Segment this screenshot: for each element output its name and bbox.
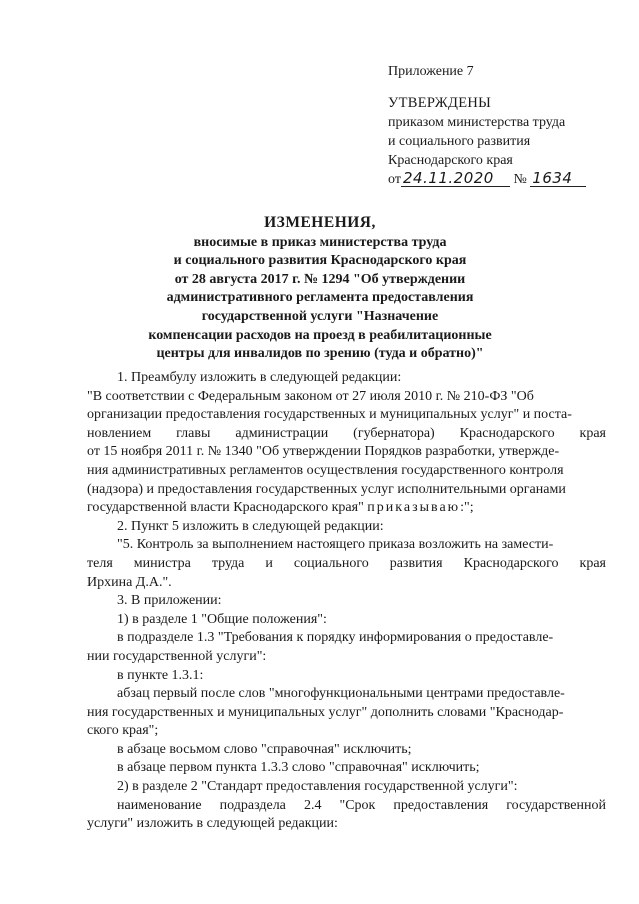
body-line: нии государственной услуги": (87, 648, 267, 664)
body-line: в абзаце восьмом слово "справочная" исключить; (117, 741, 412, 757)
handwritten-date: 24.11.2020 (401, 171, 510, 187)
body-line: теля министра труда и социального развития Краснодарского края (87, 555, 606, 571)
body-line: "5. Контроль за выполнением настоящего приказа возложить на замести- (117, 537, 554, 553)
body-line: 2. Пункт 5 изложить в следующей редакции: (117, 518, 384, 534)
title-line: вносимые в приказ министерства труда (193, 234, 447, 250)
body-line: услуги" изложить в следующей редакции: (87, 816, 338, 832)
title-main: ИЗМЕНЕНИЯ, (264, 214, 376, 231)
body-line: "В соответствии с Федеральным законом от 27 июля 2010 г. № 210-ФЗ "Об (87, 388, 534, 404)
title-line: центры для инвалидов по зрению (туда и обратно)" (156, 346, 484, 362)
body-line: 2) в разделе 2 "Стандарт предоставления государственной услуги": (117, 779, 518, 795)
document-title (110, 214, 530, 364)
document-body (87, 369, 606, 834)
approval-line-3: Краснодарского края (388, 153, 513, 168)
body-line: от 15 ноября 2011 г. № 1340 "Об утверждении Порядков разработки, утвержде- (87, 444, 560, 460)
body-line: ния административных регламентов осуществления государственного контроля (87, 462, 564, 478)
body-line: в пункте 1.3.1: (117, 667, 204, 683)
body-line: в подразделе 1.3 "Требования к порядку информирования о предоставле- (117, 630, 554, 646)
from-label: от (388, 172, 401, 187)
body-line: 1) в разделе 1 "Общие положения": (117, 611, 327, 627)
handwritten-number: 1634 (530, 171, 586, 187)
body-line: (надзора) и предоставления государственных услуг исполнительными органами (87, 481, 566, 497)
body-line: 1. Преамбулу изложить в следующей редакции: (117, 370, 402, 385)
order-date-number-line (388, 170, 628, 189)
approval-line-2: и социального развития (388, 134, 531, 149)
title-line: и социального развития Краснодарского края (173, 253, 467, 269)
body-line: новлением главы администрации (губернатора) Краснодарского края (87, 425, 606, 441)
body-line: 3. В приложении: (117, 593, 222, 609)
body-line: абзац первый после слов "многофункциональными центрами предоставле- (117, 686, 565, 702)
approval-block (388, 62, 628, 189)
body-line: ского края"; (87, 723, 159, 739)
body-line: в абзаце первом пункта 1.3.3 слово "справочная" исключить; (117, 760, 480, 776)
title-line: государственной услуги "Назначение (201, 308, 439, 324)
body-line: ния государственных и муниципальных услуг" дополнить словами "Краснодар- (87, 704, 564, 720)
body-line: наименование подраздела 2.4 "Срок предоставления государственной (117, 797, 606, 813)
body-line (87, 499, 606, 518)
title-line: административного регламента предоставления (166, 290, 474, 306)
body-line: организации предоставления государственных и муниципальных услуг" и поста- (87, 407, 572, 423)
approved-heading: УТВЕРЖДЕНЫ (388, 95, 492, 111)
approval-line-1: приказом министерства труда (388, 115, 566, 130)
appendix-label: Приложение 7 (388, 64, 474, 79)
title-line: от 28 августа 2017 г. № 1294 "Об утверждении (174, 271, 466, 287)
body-fragment: :"; (460, 500, 474, 516)
body-line: Ирхина Д.А.". (87, 574, 172, 590)
body-fragment: государственной власти Краснодарского края" (87, 500, 364, 516)
spaced-word: приказываю (367, 500, 461, 516)
title-line: компенсации расходов на проезд в реабилитационные (148, 327, 492, 343)
number-label: № (513, 172, 527, 187)
